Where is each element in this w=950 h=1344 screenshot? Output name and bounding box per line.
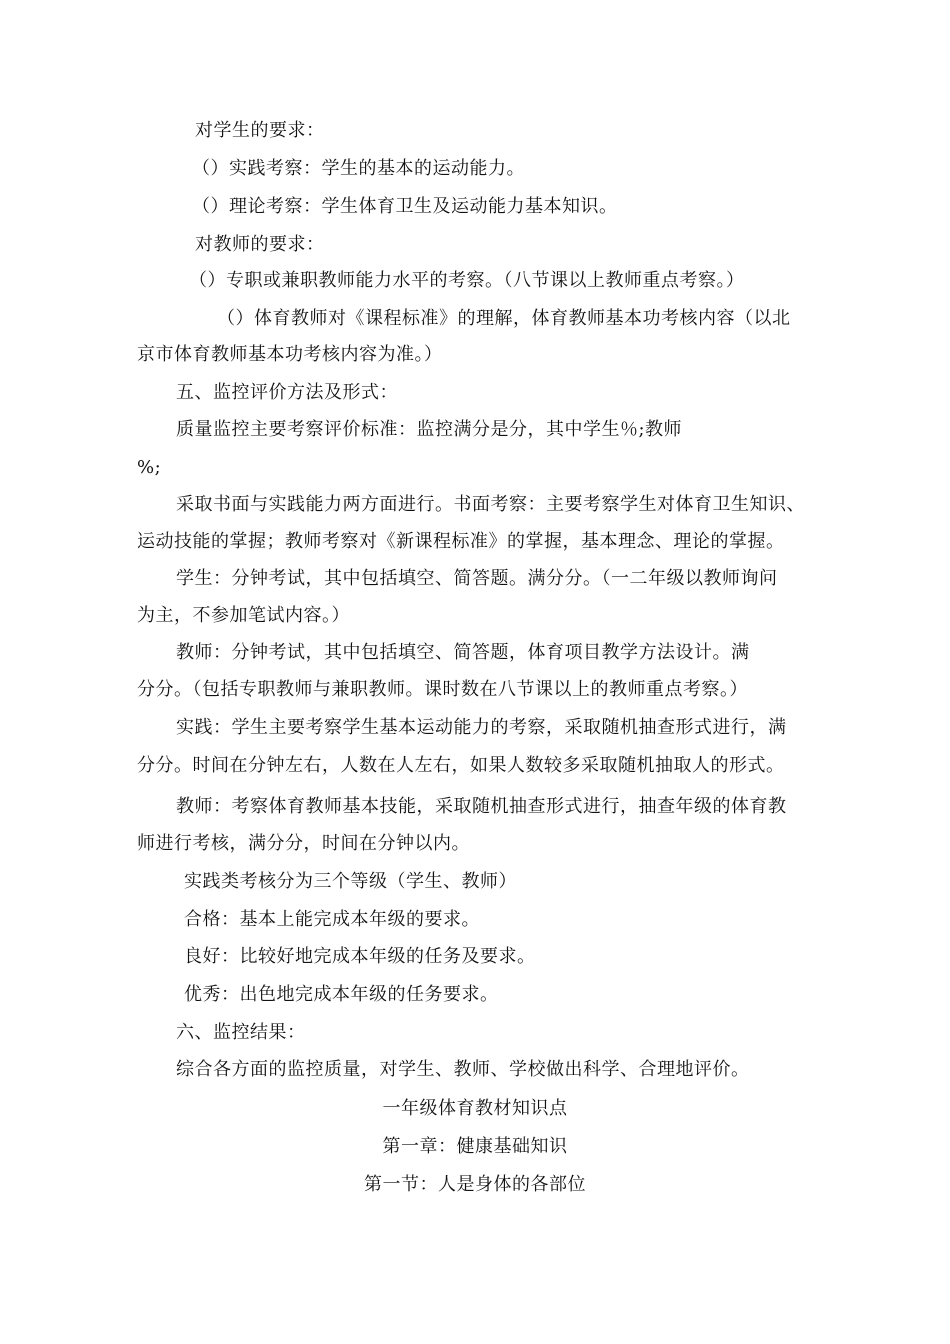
quality-monitoring-standard-line1: 质量监控主要考察评价标准：监控满分是分，其中学生％;教师 (176, 419, 683, 440)
section-one-title: 第一节：人是身体的各部位 (364, 1174, 586, 1195)
student-exam-line1: 学生：分钟考试，其中包括填空、简答题。满分分。（一二年级以教师询问 (176, 568, 778, 589)
curriculum-standard-item-line1: （）体育教师对《课程标准》的理解，体育教师基本功考核内容（以北 (217, 308, 791, 329)
grade-pass: 合格：基本上能完成本年级的要求。 (184, 909, 480, 930)
grade-excellent: 优秀：出色地完成本年级的任务要求。 (184, 984, 499, 1005)
curriculum-standard-item-line2: 京市体育教师基本功考核内容为准。） (137, 344, 443, 365)
teacher-ability-item: （）专职或兼职教师能力水平的考察。（八节课以上教师重点考察。） (189, 270, 745, 291)
student-requirements-heading: 对学生的要求： (195, 120, 325, 141)
quality-monitoring-standard-line2: %; (137, 457, 162, 478)
section-six-heading: 六、监控结果： (176, 1022, 306, 1043)
chapter-one-title: 第一章：健康基础知识 (382, 1136, 568, 1157)
practice-teacher-line1: 教师：考察体育教师基本技能，采取随机抽查形式进行，抽查年级的体育教 (176, 796, 787, 817)
teacher-exam-line2: 分分。（包括专职教师与兼职教师。课时数在八节课以上的教师重点考察。） (137, 679, 748, 700)
section-five-heading: 五、监控评价方法及形式： (176, 382, 398, 403)
theory-assessment-item: （）理论考察：学生体育卫生及运动能力基本知识。 (192, 196, 618, 217)
practice-student-line2: 分分。时间在分钟左右，人数在人左右，如果人数较多采取随机抽取人的形式。 (137, 755, 785, 776)
practice-assessment-item: （）实践考察：学生的基本的运动能力。 (192, 158, 525, 179)
teacher-requirements-heading: 对教师的要求： (195, 234, 325, 255)
practice-grade-levels: 实践类考核分为三个等级（学生、教师） (184, 871, 517, 892)
assessment-method-line1: 采取书面与实践能力两方面进行。书面考察：主要考察学生对体育卫生知识、 (176, 494, 805, 515)
practice-teacher-line2: 师进行考核，满分分，时间在分钟以内。 (137, 833, 470, 854)
practice-student-line1: 实践：学生主要考察学生基本运动能力的考察，采取随机抽查形式进行，满 (176, 717, 787, 738)
teacher-exam-line1: 教师：分钟考试，其中包括填空、简答题，体育项目教学方法设计。满 (176, 642, 750, 663)
assessment-method-line2: 运动技能的掌握；教师考察对《新课程标准》的掌握，基本理念、理论的掌握。 (137, 531, 785, 552)
monitoring-result-text: 综合各方面的监控质量，对学生、教师、学校做出科学、合理地评价。 (176, 1059, 750, 1080)
student-exam-line2: 为主，不参加笔试内容。） (137, 605, 350, 626)
grade-one-knowledge-title: 一年级体育教材知识点 (382, 1098, 568, 1119)
grade-good: 良好：比较好地完成本年级的任务及要求。 (184, 946, 536, 967)
